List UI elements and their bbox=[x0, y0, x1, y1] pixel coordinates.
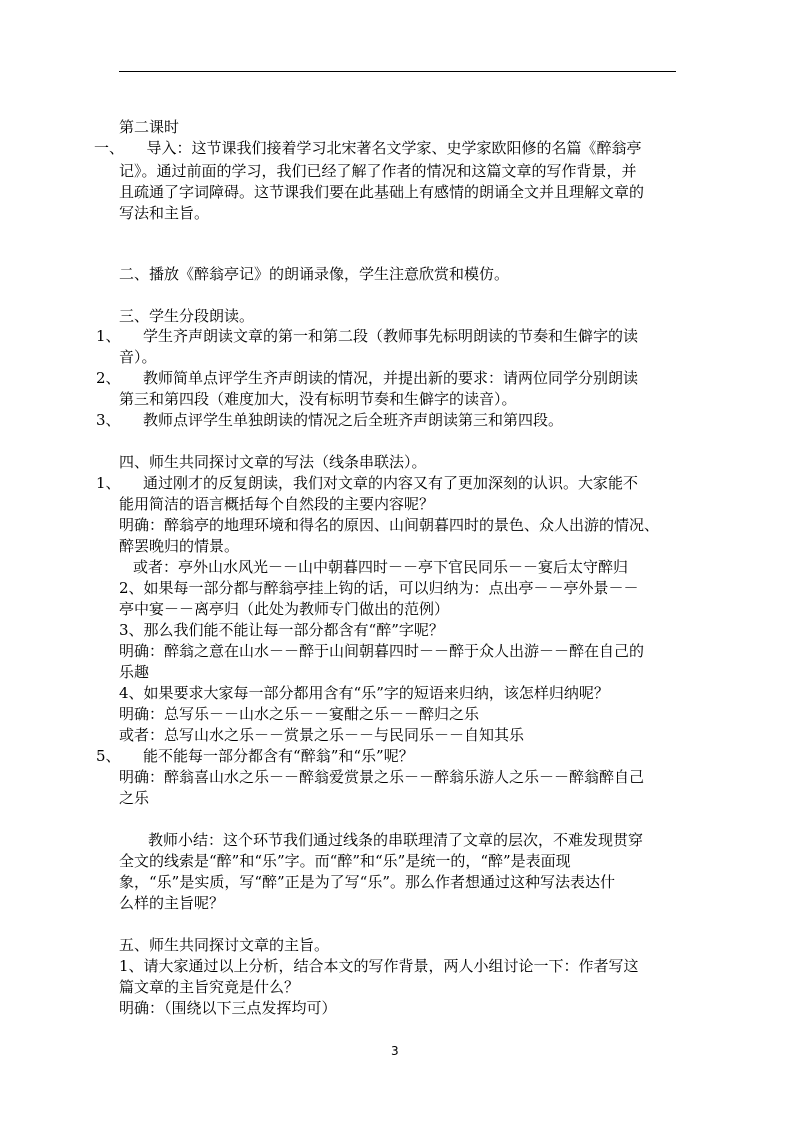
answer-5-line-2: 之乐 bbox=[119, 789, 150, 807]
section-3-item-2-line-2: 第三和第四段（难度加大，没有标明节奏和生僻字的读音）。 bbox=[119, 390, 517, 408]
section-4-item-5: 5、 能不能每一部分都含有“醉翁”和“乐”呢？ bbox=[96, 747, 414, 765]
section-4-item-3: 3、那么我们能不能让每一部分都含有“醉”字呢？ bbox=[119, 621, 444, 639]
answer-section-5: 明确：（围绕以下三点发挥均可） bbox=[119, 999, 337, 1017]
summary-line-3: 象，“乐”是实质，写“醉”正是为了写“乐”。那么作者想通过这种写法表达什 bbox=[119, 873, 616, 891]
page-number: 3 bbox=[391, 1044, 399, 1058]
lesson-title: 第二课时 bbox=[119, 118, 180, 136]
answer-1-line-2: 醉罢晚归的情景。 bbox=[119, 537, 240, 555]
summary-line-4: 么样的主旨呢？ bbox=[119, 894, 225, 912]
section-3-item-3: 3、 教师点评学生单独朗读的情况之后全班齐声朗读第三和第四段。 bbox=[96, 411, 564, 429]
answer-4: 明确：总写乐－－山水之乐－－宴酣之乐－－醉归之乐 bbox=[119, 705, 480, 723]
answer-1-alt: 或者：亭外山水风光－－山中朝暮四时－－亭下官民同乐－－宴后太守醉归 bbox=[133, 558, 629, 576]
section-4-item-2-line-1: 2、如果每一部分都与醉翁亭挂上钩的话，可以归纳为：点出亭－－亭外景－－ bbox=[119, 579, 639, 597]
section-4-item-1-line-2: 能用简洁的语言概括每个自然段的主要内容呢？ bbox=[119, 495, 435, 513]
intro-line-2: 记》。通过前面的学习，我们已经了解了作者的情况和这篇文章的写作背景，并 bbox=[119, 162, 637, 180]
section-4-heading: 四、师生共同探讨文章的写法（线条串联法）。 bbox=[119, 453, 427, 471]
header-rule bbox=[119, 71, 676, 72]
section-4-item-4: 4、如果要求大家每一部分都用含有“乐”字的短语来归纳，该怎样归纳呢？ bbox=[119, 684, 609, 702]
summary-line-1: 教师小结：这个环节我们通过线条的串联理清了文章的层次，不难发现贯穿 bbox=[148, 831, 644, 849]
intro-line-3: 且疏通了字词障碍。这节课我们要在此基础上有感情的朗诵全文并且理解文章的 bbox=[119, 183, 645, 201]
section-4-item-1-line-1: 1、 通过刚才的反复朗读，我们对文章的内容又有了更加深刻的认识。大家能不 bbox=[96, 474, 639, 492]
answer-1-line-1: 明确：醉翁亭的地理环境和得名的原因、山间朝暮四时的景色、众人出游的情况、 bbox=[119, 516, 660, 534]
section-5-item-1-line-2: 篇文章的主旨究竟是什么？ bbox=[119, 978, 300, 996]
answer-5-line-1: 明确：醉翁喜山水之乐－－醉翁爱赏景之乐－－醉翁乐游人之乐－－醉翁醉自己 bbox=[119, 768, 645, 786]
answer-3-line-2: 乐趣 bbox=[119, 663, 150, 681]
section-4-item-2-line-2: 亭中宴－－离亭归（此处为教师专门做出的范例） bbox=[119, 600, 450, 618]
section-3-item-1-line-2: 音）。 bbox=[119, 348, 157, 366]
answer-3-line-1: 明确：醉翁之意在山水－－醉于山间朝暮四时－－醉于众人出游－－醉在自己的 bbox=[119, 642, 645, 660]
section-3-item-1-line-1: 1、 学生齐声朗读文章的第一和第二段（教师事先标明朗读的节奏和生僻字的读 bbox=[96, 327, 639, 345]
section-3-item-2-line-1: 2、 教师简单点评学生齐声朗读的情况，并提出新的要求：请两位同学分别朗读 bbox=[96, 369, 639, 387]
section-5-item-1-line-1: 1、请大家通过以上分析，结合本文的写作背景，两人小组讨论一下：作者写这 bbox=[119, 957, 639, 975]
intro-line-4: 写法和主旨。 bbox=[119, 204, 210, 222]
intro-line-1: 一、 导入：这节课我们接着学习北宋著名文学家、史学家欧阳修的名篇《醉翁亭 bbox=[94, 139, 642, 157]
summary-line-2: 全文的线索是“醉”和“乐”字。而“醉”和“乐”是统一的，“醉”是表面现 bbox=[119, 852, 571, 870]
section-3-heading: 三、学生分段朗读。 bbox=[119, 307, 255, 325]
section-2-heading: 二、播放《醉翁亭记》的朗诵录像，学生注意欣赏和模仿。 bbox=[119, 265, 510, 283]
section-5-heading: 五、师生共同探讨文章的主旨。 bbox=[119, 936, 330, 954]
answer-4-alt: 或者：总写山水之乐－－赏景之乐－－与民同乐－－自知其乐 bbox=[119, 726, 525, 744]
